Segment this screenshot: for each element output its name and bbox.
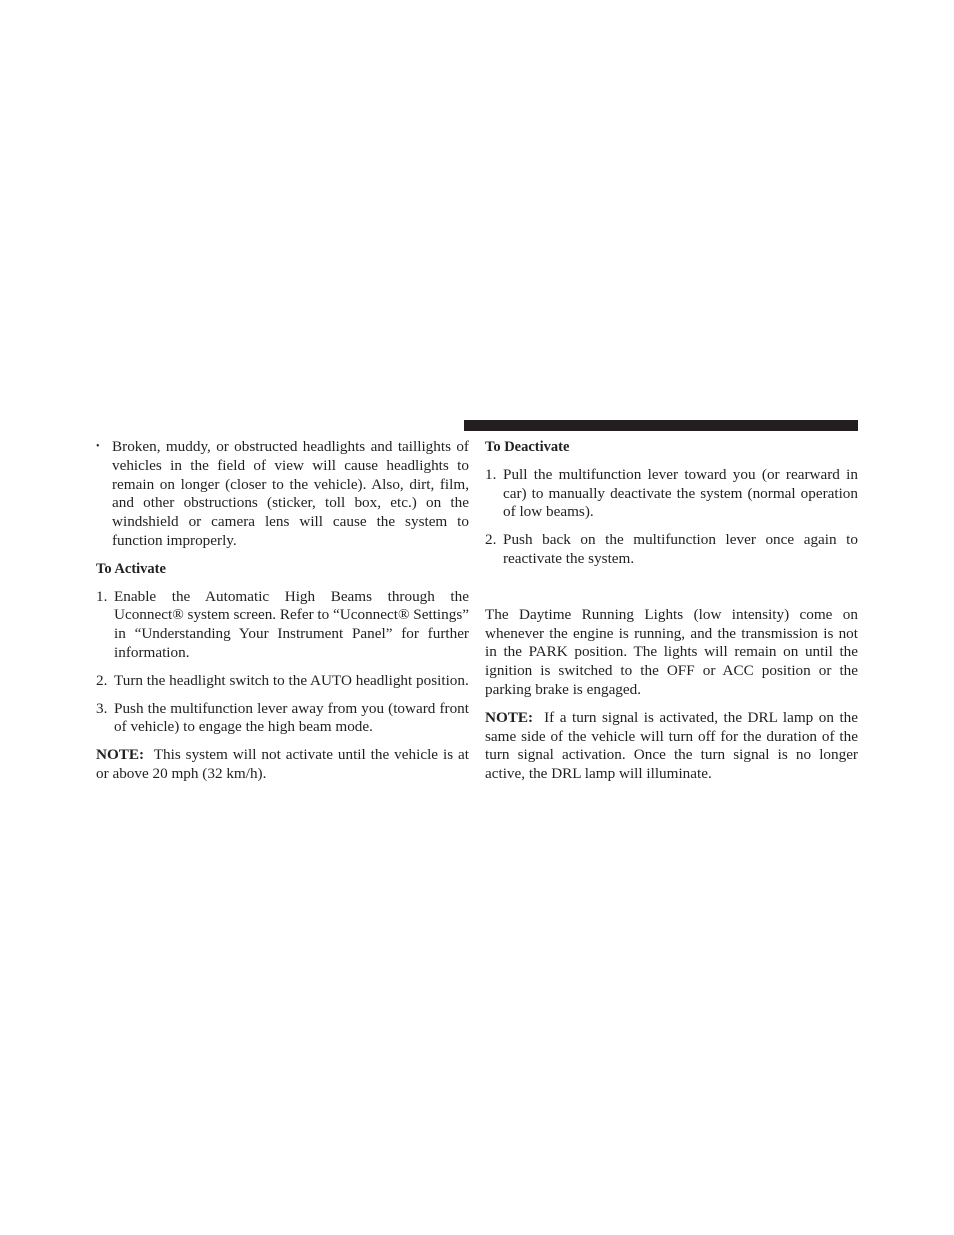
step-number: 2. [96, 671, 108, 689]
right-column [485, 438, 858, 784]
note-text: If a turn signal is activated, the DRL lamp on the same side of the vehicle will turn off for the duration of the turn signal activation. Once the turn signal is no longer active, the DRL lamp will illuminate. [485, 708, 859, 783]
to-activate-heading: To Activate [96, 560, 166, 577]
activate-step-3 [96, 700, 469, 738]
step-number: 1. [485, 465, 497, 483]
activate-step-1 [96, 588, 469, 663]
step-text: Push back on the multifunction lever once again to reactivate the system. [503, 531, 858, 567]
note-label: NOTE: [485, 708, 534, 726]
deactivate-step-1 [485, 466, 858, 522]
step-text: Enable the Automatic High Beams through the Uconnect® system screen. Refer to “Uconnect® Settings” in “Understanding Your Instrument Panel” for further information. [114, 587, 469, 661]
step-number: 3. [96, 699, 108, 717]
step-number: 1. [96, 587, 108, 605]
note-label: NOTE: [96, 746, 145, 764]
deactivate-step-2 [485, 531, 858, 569]
bullet-icon: • [96, 441, 100, 452]
activate-step-2 [96, 672, 469, 691]
step-text: Push the multifunction lever away from you (toward front of vehicle) to engage the high beam mode. [114, 699, 469, 736]
step-number: 2. [485, 531, 497, 549]
step-text: Turn the headlight switch to the AUTO headlight position. [114, 671, 469, 689]
drl-paragraph: The Daytime Running Lights (low intensity) come on whenever the engine is running, and the transmission is not in the PARK position. The lights will remain on until the ignition is switched to the OFF or ACC position or the parking brake is engaged. [485, 605, 858, 698]
activate-note [96, 746, 469, 784]
section-spacer [485, 578, 858, 606]
note-text: This system will not activate until the vehicle is at or above 20 mph (32 km/h). [96, 746, 470, 782]
to-deactivate-heading: To Deactivate [485, 439, 570, 455]
bullet-text: Broken, muddy, or obstructed headlights and taillights of vehicles in the field of view will cause headlights to remain on longer (closer to the vehicle). Also, dirt, film, and other obstructions (sticker, toll box, etc.) on the windshield or camera lens will cause the system to function improperly. [112, 438, 469, 549]
step-text: Pull the multifunction lever toward you (or rearward in car) to manually deactivate the system (normal operation of low beams). [503, 465, 858, 521]
bullet-item [96, 438, 469, 551]
left-column [96, 438, 469, 784]
drl-note [485, 709, 858, 784]
section-header-bar [464, 420, 858, 431]
